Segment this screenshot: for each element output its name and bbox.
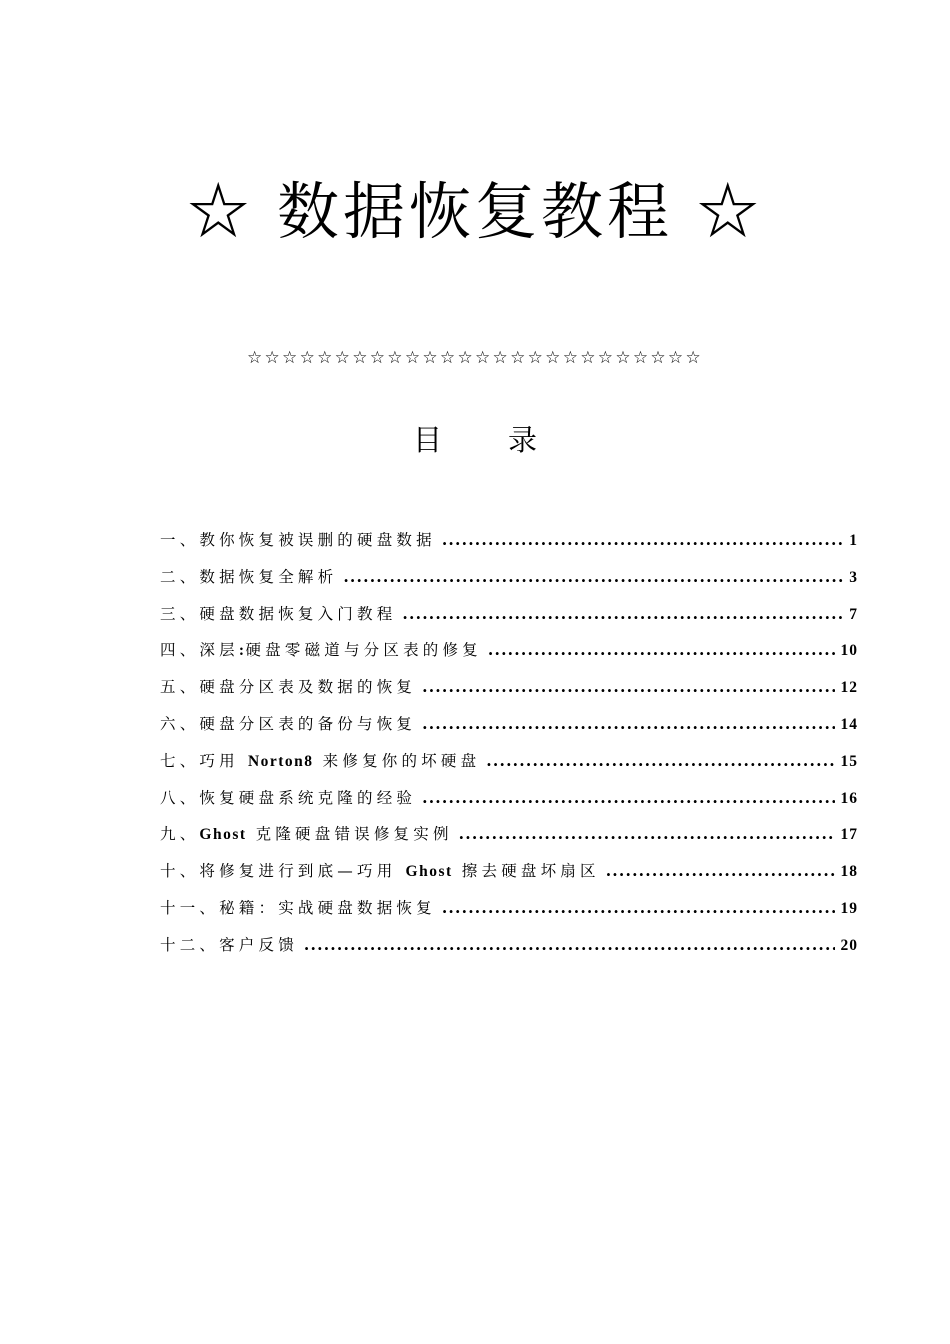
toc-entry-page-number: 20 — [840, 936, 858, 954]
toc-entry[interactable] — [160, 749, 858, 786]
toc-heading-char-1: 目 — [412, 423, 442, 457]
toc-entry-number: 六、 — [160, 714, 200, 733]
toc-entry-text: : — [238, 642, 246, 660]
toc-entry-text: 巧用 — [199, 751, 248, 770]
toc-dot-leader — [486, 749, 834, 773]
toc-dot-leader — [442, 528, 843, 552]
toc-entry-number: 四、 — [160, 641, 200, 660]
toc-entry-page-number: 19 — [840, 899, 858, 917]
toc-entry-page-number: 1 — [849, 532, 858, 549]
toc-entry-title — [160, 675, 416, 699]
toc-entry-text: 数据恢复全解析 — [199, 567, 338, 586]
toc-entry[interactable] — [160, 638, 858, 675]
toc-entry-number: 三、 — [160, 604, 200, 623]
toc-entry-text: 将修复进行到底—巧用 — [199, 862, 406, 881]
toc-entry[interactable] — [160, 896, 858, 933]
toc-entry-text: 来修复你的坏硬盘 — [313, 751, 481, 770]
toc-dot-leader — [422, 712, 834, 736]
toc-entry-title — [160, 638, 482, 663]
toc-entry-title — [160, 565, 337, 589]
toc-entry-page-number: 7 — [849, 605, 858, 623]
toc-entry[interactable] — [160, 565, 858, 602]
toc-heading — [0, 420, 950, 460]
toc-entry[interactable] — [160, 786, 858, 823]
toc-entry-title — [160, 602, 396, 626]
toc-entry-number: 八、 — [160, 788, 200, 807]
table-of-contents — [160, 528, 858, 970]
toc-entry-text: Norton8 — [247, 752, 314, 770]
toc-entry-page-number: 14 — [840, 715, 858, 733]
toc-entry-title — [160, 712, 416, 736]
toc-entry-title — [160, 896, 436, 920]
toc-entry-text: 深层 — [199, 641, 239, 660]
toc-entry[interactable] — [160, 933, 858, 970]
toc-entry-title — [160, 749, 480, 774]
toc-dot-leader — [304, 933, 835, 957]
toc-entry-text: 擦去硬盘坏扇区 — [452, 862, 600, 881]
toc-entry-text: Ghost — [405, 863, 453, 881]
toc-entry-page-number: 16 — [840, 789, 858, 807]
toc-entry-text: 硬盘数据恢复入门教程 — [199, 604, 397, 623]
toc-entry-text: 硬盘分区表的备份与恢复 — [199, 714, 417, 733]
toc-heading-char-2: 录 — [508, 423, 538, 457]
toc-entry[interactable] — [160, 528, 858, 565]
toc-entry-title — [160, 786, 416, 810]
toc-entry-number: 十二、 — [160, 935, 220, 954]
toc-entry-text: 硬盘零磁道与分区表的修复 — [245, 641, 482, 660]
toc-dot-leader — [422, 675, 834, 699]
star-divider: ☆☆☆☆☆☆☆☆☆☆☆☆☆☆☆☆☆☆☆☆☆☆☆☆☆☆ — [246, 348, 704, 368]
toc-dot-leader — [488, 638, 835, 662]
toc-entry-page-number: 15 — [840, 752, 858, 770]
toc-entry-text: Ghost — [199, 826, 247, 844]
toc-entry-page-number: 10 — [840, 642, 858, 660]
toc-entry[interactable] — [160, 602, 858, 639]
toc-entry-page-number: 18 — [840, 863, 858, 881]
toc-entry-number: 五、 — [160, 678, 200, 697]
toc-entry-title — [160, 859, 600, 884]
toc-entry-text: 秘籍：实战硬盘数据恢复 — [219, 898, 436, 917]
toc-entry-page-number: 12 — [840, 679, 858, 697]
toc-entry-page-number: 17 — [840, 826, 858, 844]
toc-entry-text: 恢复硬盘系统克隆的经验 — [199, 788, 417, 807]
toc-dot-leader — [459, 822, 835, 846]
toc-entry-number: 十、 — [160, 862, 200, 881]
toc-entry-number: 十一、 — [160, 898, 220, 917]
toc-dot-leader — [422, 786, 834, 810]
toc-entry-text: 客户反馈 — [219, 935, 298, 954]
toc-entry-text: 克隆硬盘错误修复实例 — [246, 825, 453, 844]
toc-entry-page-number: 3 — [849, 568, 858, 586]
toc-entry-title — [160, 933, 298, 957]
toc-entry-title — [160, 528, 436, 552]
toc-dot-leader — [402, 602, 843, 626]
toc-entry-text: 教你恢复被误删的硬盘数据 — [199, 531, 436, 549]
toc-entry[interactable] — [160, 859, 858, 896]
toc-entry[interactable] — [160, 712, 858, 749]
toc-entry[interactable] — [160, 675, 858, 712]
toc-entry-number: 二、 — [160, 567, 200, 586]
toc-dot-leader — [343, 565, 843, 589]
toc-entry-number: 七、 — [160, 751, 200, 770]
toc-dot-leader — [606, 859, 835, 883]
document-title: ☆ 数据恢复教程 ☆ — [187, 175, 763, 248]
toc-entry-text: 硬盘分区表及数据的恢复 — [199, 678, 417, 697]
toc-dot-leader — [442, 896, 835, 920]
toc-entry-title — [160, 822, 453, 847]
toc-entry-number: 一、 — [160, 531, 200, 549]
toc-entry-number: 九、 — [160, 825, 200, 844]
toc-entry[interactable] — [160, 822, 858, 859]
